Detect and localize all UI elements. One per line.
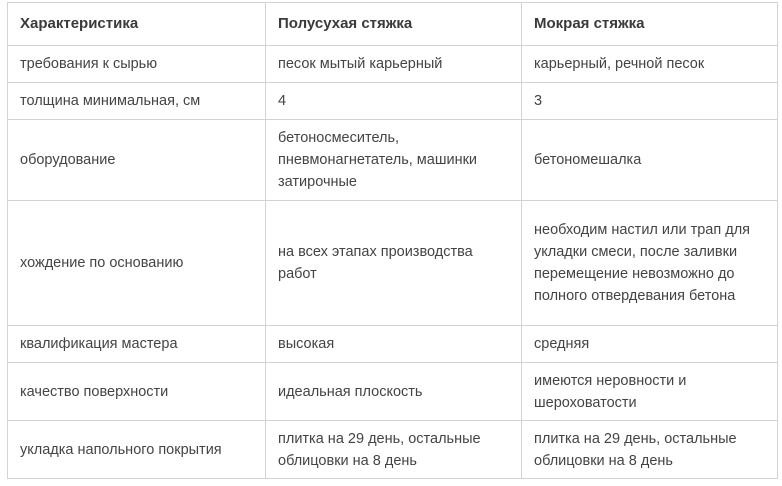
- table-row: [8, 326, 778, 363]
- wet-value: имеются неровности и шероховатости: [522, 363, 778, 421]
- semi-dry-value: бетоносмеситель, пневмонагнетатель, машинки затирочные: [266, 120, 522, 201]
- table-row: [8, 83, 778, 120]
- comparison-table: [7, 2, 778, 479]
- semi-dry-value: высокая: [266, 326, 522, 363]
- row-label: квалификация мастера: [8, 326, 266, 363]
- table-row: [8, 363, 778, 421]
- row-label: укладка напольного покрытия: [8, 421, 266, 479]
- wet-value: карьерный, речной песок: [522, 46, 778, 83]
- row-label: качество поверхности: [8, 363, 266, 421]
- row-label: толщина минимальная, см: [8, 83, 266, 120]
- table-row: [8, 421, 778, 479]
- wet-value: 3: [522, 83, 778, 120]
- table-header-row: [8, 3, 778, 46]
- header-characteristic: Характеристика: [8, 3, 266, 46]
- row-label: оборудование: [8, 120, 266, 201]
- comparison-table-wrapper: [7, 2, 778, 479]
- row-label: хождение по основанию: [8, 201, 266, 326]
- semi-dry-value: на всех этапах производства работ: [266, 201, 522, 326]
- table-row: [8, 201, 778, 326]
- wet-value: бетономешалка: [522, 120, 778, 201]
- semi-dry-value: 4: [266, 83, 522, 120]
- semi-dry-value: плитка на 29 день, остальные облицовки на 8 день: [266, 421, 522, 479]
- header-wet-screed: Мокрая стяжка: [522, 3, 778, 46]
- wet-value: средняя: [522, 326, 778, 363]
- semi-dry-value: песок мытый карьерный: [266, 46, 522, 83]
- semi-dry-value: идеальная плоскость: [266, 363, 522, 421]
- wet-value: плитка на 29 день, остальные облицовки на 8 день: [522, 421, 778, 479]
- wet-value: необходим настил или трап для укладки смеси, после заливки перемещение невозможно до полного отвердевания бетона: [522, 201, 778, 326]
- table-row: [8, 46, 778, 83]
- header-semi-dry-screed: Полусухая стяжка: [266, 3, 522, 46]
- row-label: требования к сырью: [8, 46, 266, 83]
- table-row: [8, 120, 778, 201]
